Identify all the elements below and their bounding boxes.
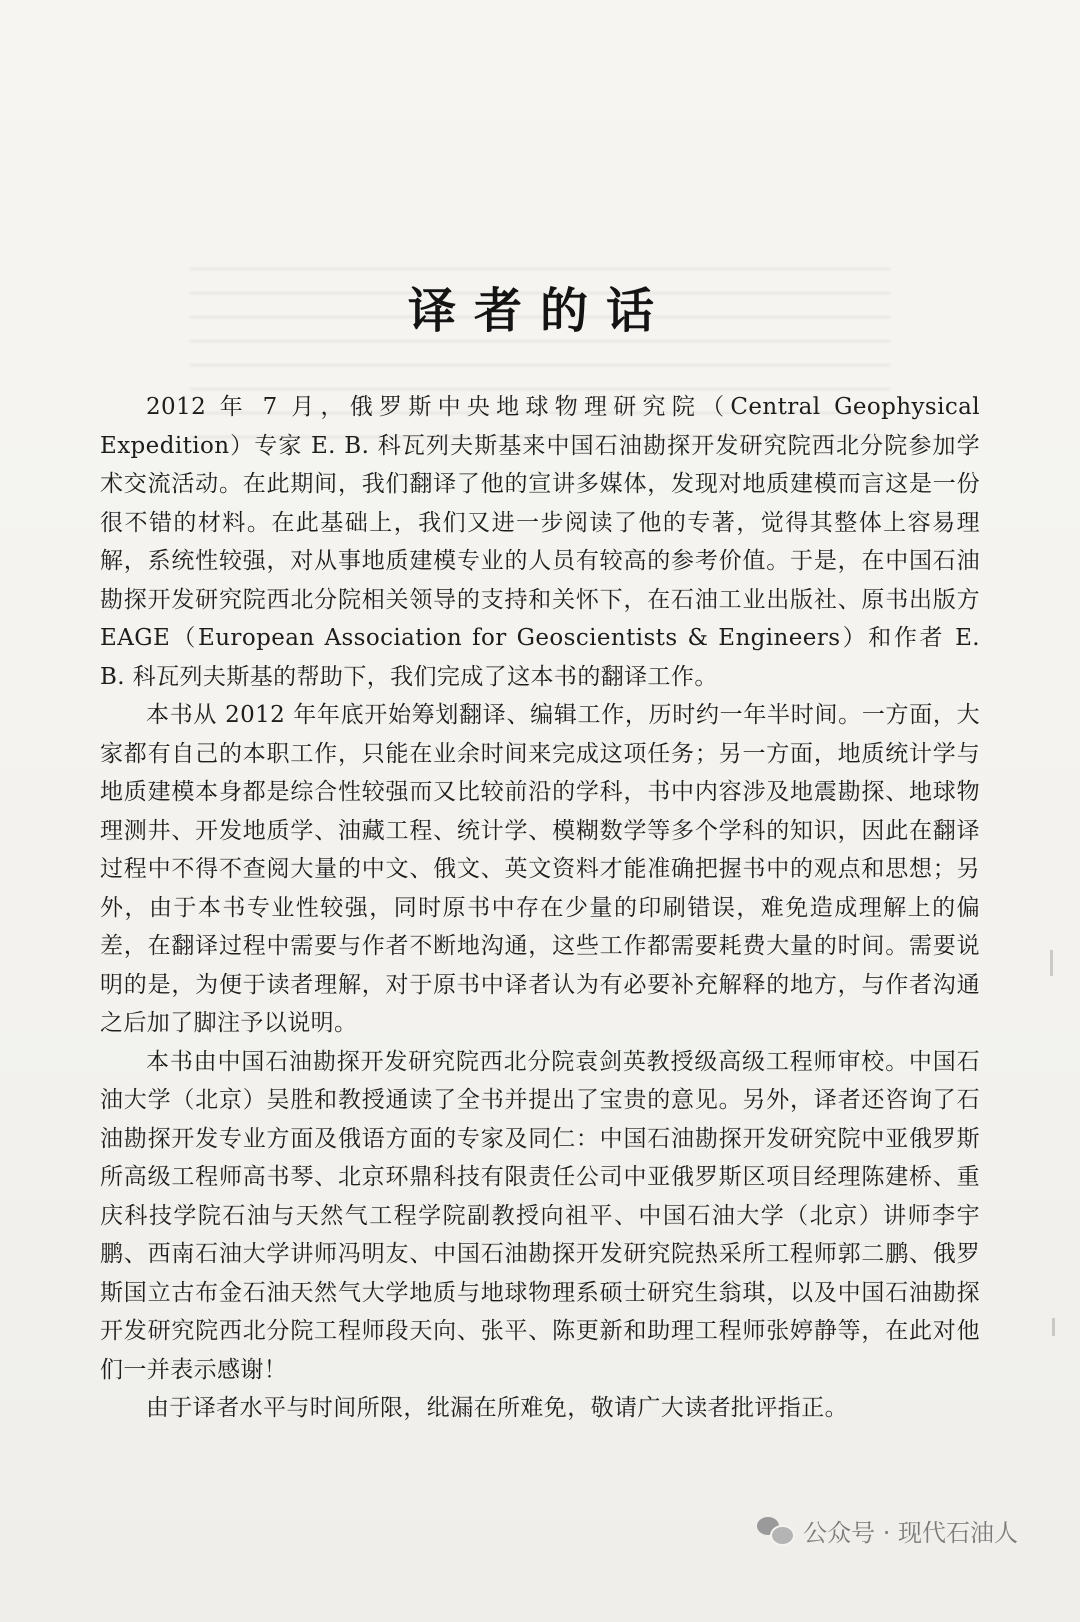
- scan-edge-mark: [1052, 1318, 1055, 1336]
- watermark-text: 公众号 · 现代石油人: [803, 1518, 1018, 1547]
- preface-body: [100, 388, 980, 1428]
- watermark: [757, 1510, 1018, 1550]
- wechat-icon: [757, 1515, 793, 1545]
- page-title: 译者的话: [407, 283, 672, 339]
- paragraph-3: 本书由中国石油勘探开发研究院西北分院袁剑英教授级高级工程师审校。中国石油大学（北京）吴胜和教授通读了全书并提出了宝贵的意见。另外，译者还咨询了石油勘探开发专业方面及俄语方面的专家及同仁：中国石油勘探开发研究院中亚俄罗斯所高级工程师高书琴、北京环鼎科技有限责任公司中亚俄罗斯区项目经理陈建桥、重庆科技学院石油与天然气工程学院副教授向祖平、中国石油大学（北京）讲师李宇鹏、西南石油大学讲师冯明友、中国石油勘探开发研究院热采所工程师郭二鹏、俄罗斯国立古布金石油天然气大学地质与地球物理系硕士研究生翁琪，以及中国石油勘探开发研究院西北分院工程师段天向、张平、陈更新和助理工程师张婷静等，在此对他们一并表示感谢！: [100, 1048, 980, 1383]
- scan-edge-mark: [1050, 950, 1053, 976]
- paragraph-2: 本书从 2012 年年底开始筹划翻译、编辑工作，历时约一年半时间。一方面，大家都有自己的本职工作，只能在业余时间来完成这项任务；另一方面，地质统计学与地质建模本身都是综合性较强而又比较前沿的学科，书中内容涉及地震勘探、地球物理测井、开发地质学、油藏工程、统计学、模糊数学等多个学科的知识，因此在翻译过程中不得不查阅大量的中文、俄文、英文资料才能准确把握书中的观点和思想；另外，由于本书专业性较强，同时原书中存在少量的印刷错误，难免造成理解上的偏差，在翻译过程中需要与作者不断地沟通，这些工作都需要耗费大量的时间。需要说明的是，为便于读者理解，对于原书中译者认为有必要补充解释的地方，与作者沟通之后加了脚注予以说明。: [100, 702, 980, 1036]
- paragraph-1: 2012 年 7 月，俄罗斯中央地球物理研究院（Central Geophysical Expedition）专家 E. B. 科瓦列夫斯基来中国石油勘探开发研究院西北分院参加学术交流活动。在此期间，我们翻译了他的宣讲多媒体，发现对地质建模而言这是一份很不错的材料。在此基础上，我们又进一步阅读了他的专著，觉得其整体上容易理解，系统性较强，对从事地质建模专业的人员有较高的参考价值。于是，在中国石油勘探开发研究院西北分院相关领导的支持和关怀下，在石油工业出版社、原书出版方 EAGE（European Association for Geoscientists & Engineers）和作者 E. B. 科瓦列夫斯基的帮助下，我们完成了这本书的翻译工作。: [100, 394, 980, 690]
- paragraph-4: 由于译者水平与时间所限，纰漏在所难免，敬请广大读者批评指正。: [146, 1395, 848, 1421]
